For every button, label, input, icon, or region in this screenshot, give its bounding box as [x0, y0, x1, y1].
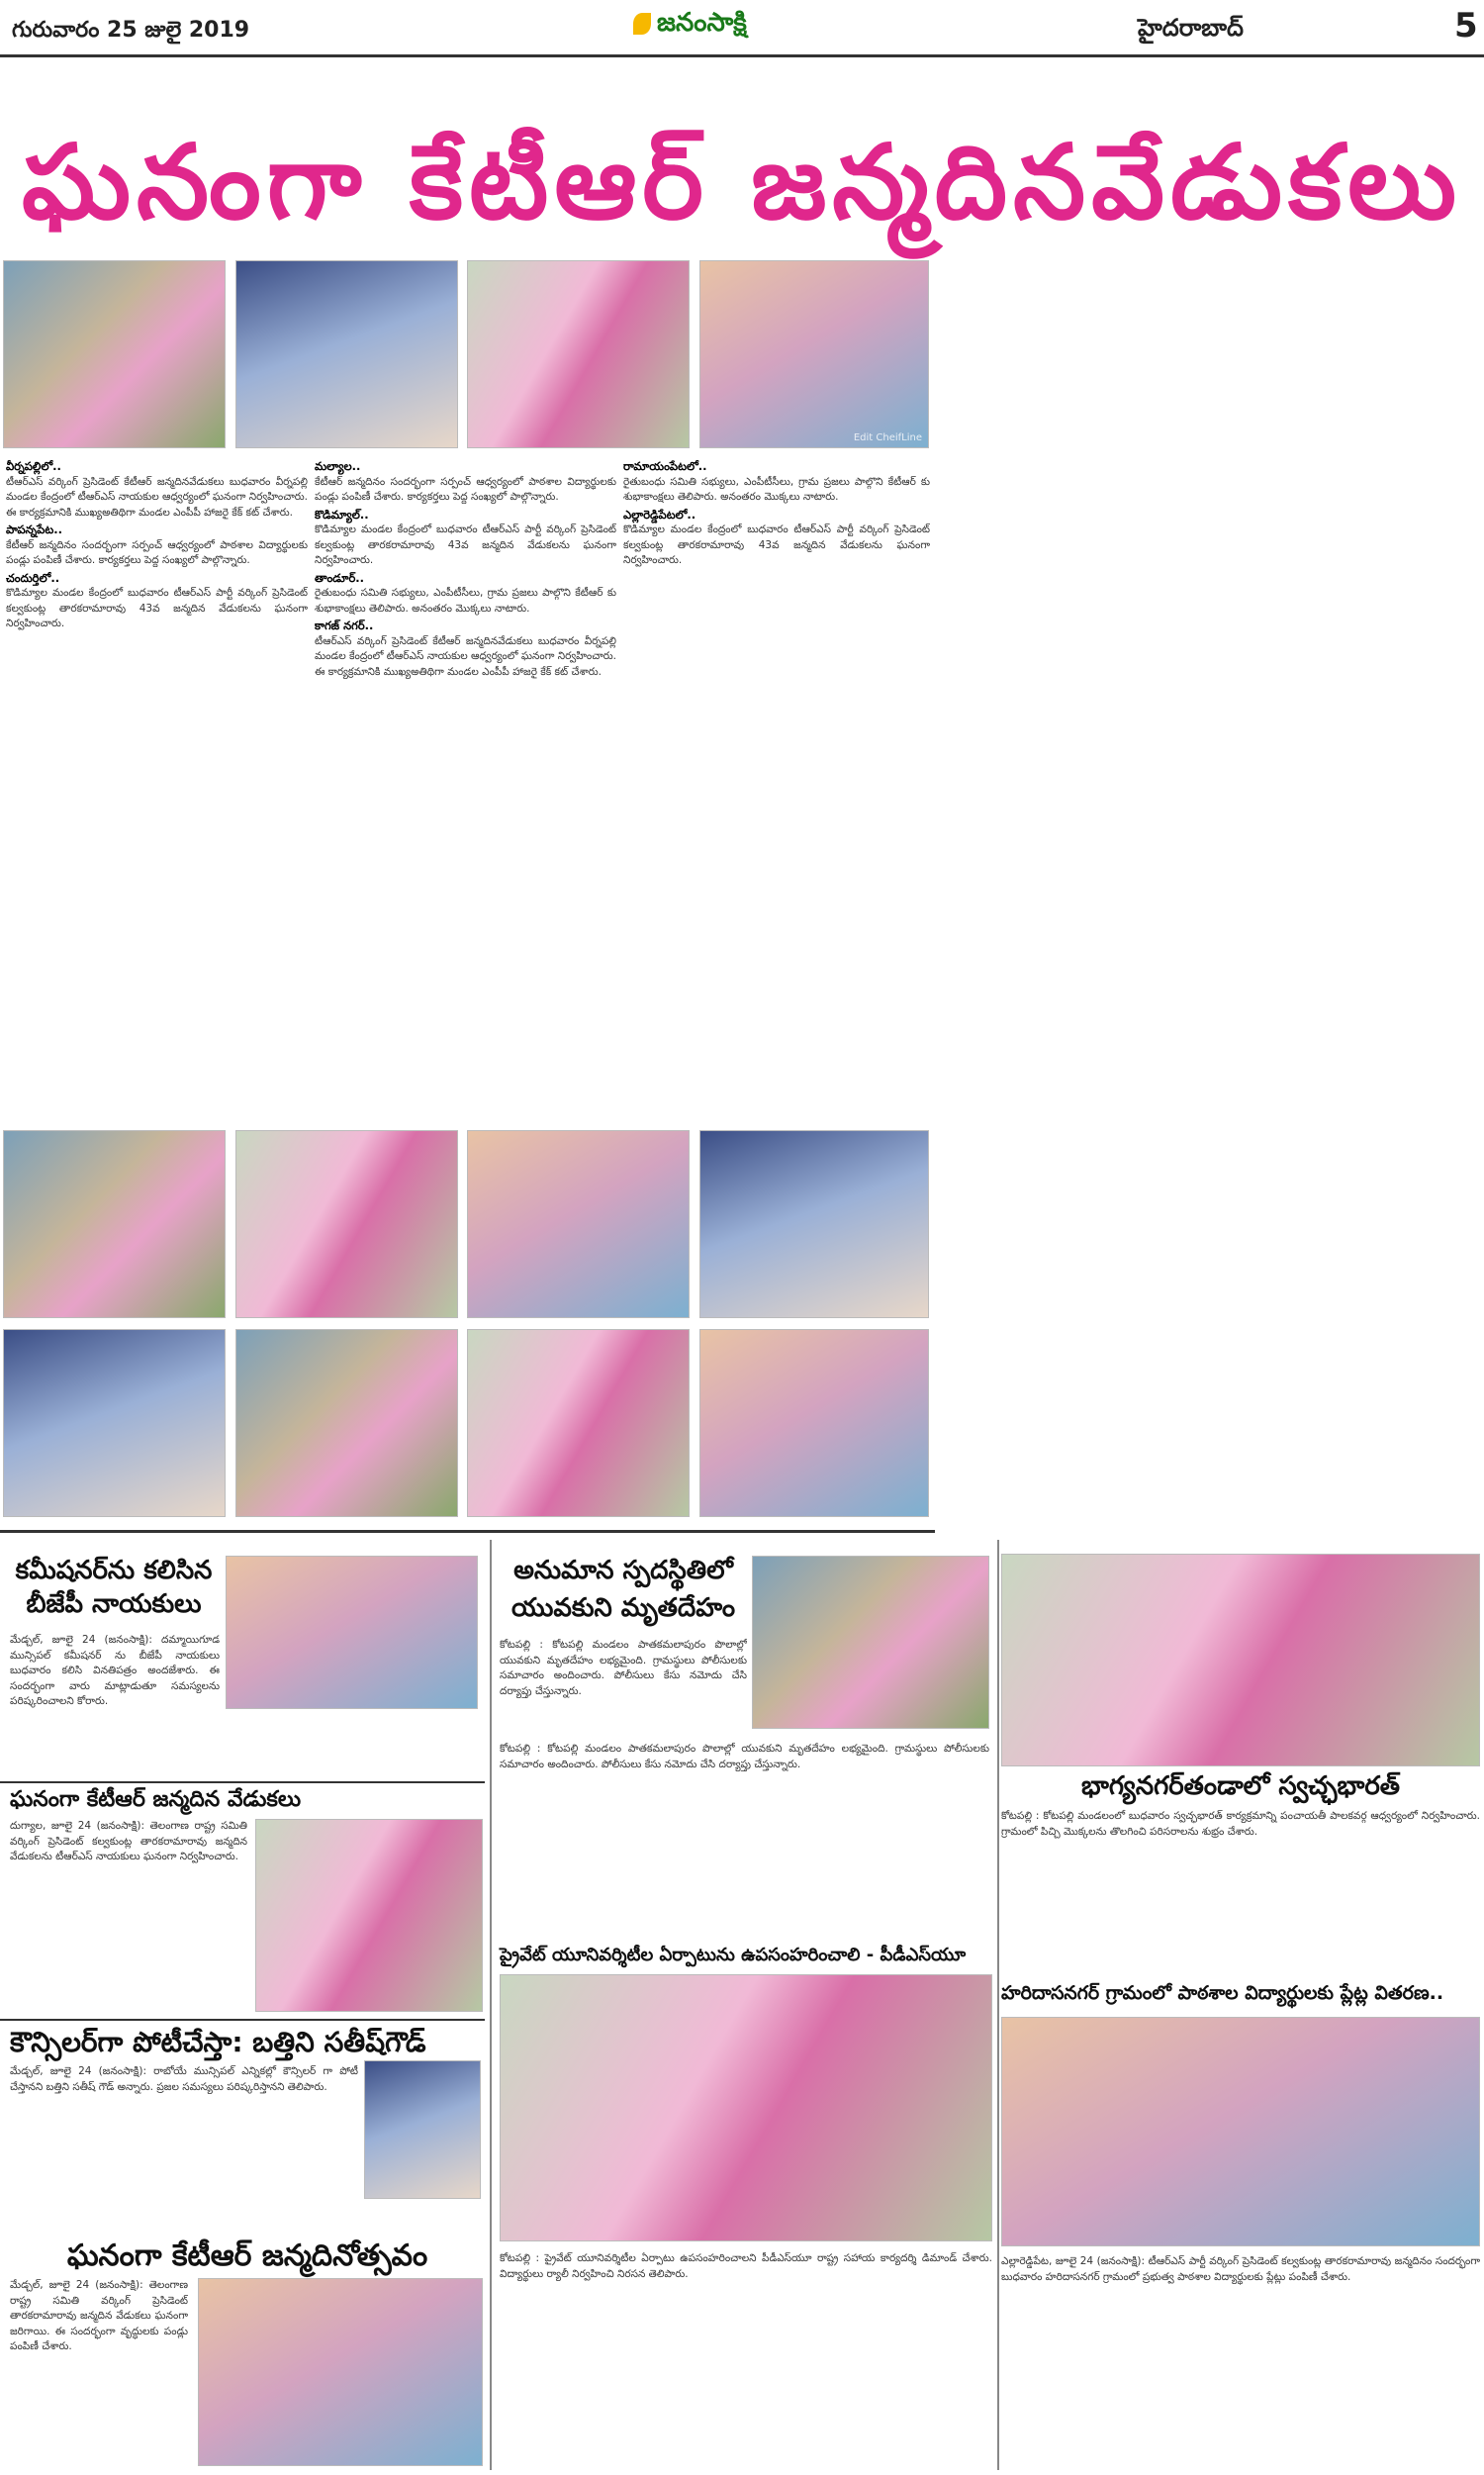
article-text: టీఆర్ఎస్ వర్కింగ్ ప్రెసిడెంట్ కేటీఆర్ జన్మదినవేడుకలు బుధవారం వీర్నపల్లి మండల కేంద్రంలో టీఆర్ఎస్ నాయకుల ఆధ్వర్యంలో ఘనంగా నిర్వహించారు. ఈ కార్యక్రమానికి ముఖ్యఅతిథిగా మండల ఎంపీపీ హాజరై కేక్ కట్ చేశారు.	[315, 634, 616, 678]
article-subhead: మల్యాల..	[315, 459, 361, 473]
article-text: కొడిమ్యాల మండల కేంద్రంలో బుధవారం టీఆర్ఎస్ పార్టీ వర్కింగ్ ప్రెసిడెంట్ కల్వకుంట్ల తారకరామారావు 43వ జన్మదిన వేడుకలను ఘనంగా నిర్వహించారు.	[623, 524, 930, 566]
story-text: మేడ్చల్, జూలై 24 (జనంసాక్షి): తెలంగాణ రాష్ట్ర సమితి వర్కింగ్ ప్రెసిడెంట్ తారకరామారావు జన్మదిన వేడుకలు ఘనంగా జరిగాయి. ఈ సందర్భంగా వృద్ధులకు పండ్లు పంపిణీ చేశారు.	[10, 2279, 188, 2352]
article-subhead: వీర్నపల్లిలో..	[6, 459, 61, 473]
page-headline: ఘనంగా కేటీఆర్ జన్మదినవేడుకలు	[21, 122, 1462, 242]
page-number: 5	[1454, 6, 1478, 46]
photo-5	[3, 1130, 226, 1318]
story-title: ఘనంగా కేటీఆర్ జన్మదినోత్సవం	[66, 2238, 428, 2273]
leaf-icon	[633, 13, 651, 35]
article-subhead: రామాయంపేటలో..	[623, 459, 707, 473]
photo-jayanthi	[198, 2278, 483, 2466]
logo-text: జనంసాక్షి	[657, 8, 747, 38]
article-column-3	[623, 457, 930, 1063]
article-column-2	[315, 457, 616, 1063]
story-text: కోటపల్లి : కోటపల్లి మండలంలో బుధవారం స్వచ్ఛభారత్ కార్యక్రమాన్ని పంచాయతీ పాలకవర్గ ఆధ్వర్యంలో నిర్వహించారు. గ్రామంలో పిచ్చి మొక్కలను తొలగించి పరిసరాలను శుభ్రం చేశారు.	[1001, 1810, 1480, 1838]
article-subhead: పాపన్నపేట..	[6, 523, 62, 536]
photo-6	[235, 1130, 458, 1318]
article-text: కొడిమ్యాల మండల కేంద్రంలో బుధవారం టీఆర్ఎస్ పార్టీ వర్కింగ్ ప్రెసిడెంట్ కల్వకుంట్ల తారకరామారావు 43వ జన్మదిన వేడుకలను ఘనంగా నిర్వహించారు.	[6, 587, 308, 629]
newspaper-logo	[633, 8, 747, 44]
photo-celebration	[255, 1819, 483, 2012]
photo-4	[699, 260, 929, 448]
photo-1	[3, 260, 226, 448]
story-title: హరిదాసనగర్ గ్రామంలో పాఠశాల విద్యార్థులకు ప్లేట్ల వితరణ..	[1001, 1982, 1444, 2004]
issue-date: గురువారం 25 జులై 2019	[12, 18, 250, 43]
photo-candidate	[364, 2060, 481, 2199]
photo-plates	[1001, 2017, 1480, 2246]
story-title: భాగ్యనగర్‌తండాలో స్వచ్ఛభారత్	[1081, 1771, 1400, 1801]
story-title: కౌన్సిలర్‌గా పోటీచేస్తా: బత్తిని సతీష్‌గౌడ్	[10, 2026, 426, 2058]
header-divider	[0, 54, 1484, 57]
article-column-1	[6, 457, 308, 1063]
story-divider	[0, 2019, 485, 2021]
photo-9	[3, 1329, 226, 1517]
photo-11	[467, 1329, 690, 1517]
article-subhead: కొడిమ్యాల్..	[315, 507, 369, 522]
photo-7	[467, 1130, 690, 1318]
story-text: కోటపల్లి : ప్రైవేట్ యూనివర్శిటీల ఏర్పాటు ఉపసంహరించాలని పీడీఎస్‌యూ రాష్ట్ర సహాయ కార్యదర్శి డిమాండ్ చేశారు. విద్యార్థులు ర్యాలీ నిర్వహించి నిరసన తెలిపారు.	[500, 2252, 992, 2280]
photo-10	[235, 1329, 458, 1517]
article-text: కొడిమ్యాల మండల కేంద్రంలో బుధవారం టీఆర్ఎస్ పార్టీ వర్కింగ్ ప్రెసిడెంట్ కల్వకుంట్ల తారకరామారావు 43వ జన్మదిన వేడుకలను ఘనంగా నిర్వహించారు.	[315, 524, 616, 566]
story-text: మేడ్చల్, జూలై 24 (జనంసాక్షి): దమ్మాయిగూడ మున్సిపల్ కమీషనర్ ను బీజేపీ నాయకులు బుధవారం కలిసి వినతిపత్రం అందజేశారు. ఈ సందర్భంగా వారు మాట్లాడుతూ సమస్యలను పరిష్కరించాలని కోరారు.	[10, 1634, 220, 1707]
story-text: మేడ్చల్, జూలై 24 (జనంసాక్షి): రాబోయే మున్సిపల్ ఎన్నికల్లో కౌన్సిలర్ గా పోటీ చేస్తానని బత్తిని సతీష్ గౌడ్ అన్నారు. ప్రజల సమస్యలు పరిష్కరిస్తానని తెలిపారు.	[10, 2065, 358, 2093]
article-subhead: చందుర్తిలో..	[6, 570, 60, 585]
column-divider	[997, 1540, 999, 2470]
article-text: కేటీఆర్ జన్మదినం సందర్భంగా సర్పంచ్ ఆధ్వర్యంలో పాఠశాల విద్యార్థులకు పండ్లు పంపిణీ చేశారు. కార్యకర్తలు పెద్ద సంఖ్యలో పాల్గొన్నారు.	[315, 475, 616, 503]
story-text: ఎల్లారెడ్డిపేట, జూలై 24 (జనంసాక్షి): టీఆర్ఎస్ పార్టీ వర్కింగ్ ప్రెసిడెంట్ కల్వకుంట్ల తారకరామారావు జన్మదినం సందర్భంగా బుధవారం హరిదాసనగర్ గ్రామంలో ప్రభుత్వ పాఠశాల విద్యార్థులకు ప్లేట్లు పంపిణీ చేశారు.	[1001, 2255, 1480, 2283]
photo-2	[235, 260, 458, 448]
photo-swachh	[1001, 1554, 1480, 1766]
article-text: రైతుబంధు సమితి సభ్యులు, ఎంపీటీసీలు, గ్రామ ప్రజలు పాల్గొని కేటీఆర్ కు శుభాకాంక్షలు తెలిపారు. అనంతరం మొక్కలు నాటారు.	[315, 587, 616, 615]
photo-protest	[500, 1974, 992, 2241]
story-title: కమీషనర్‌ను కలిసిన బీజేపీ నాయకులు	[15, 1556, 213, 1619]
photo-commissioner	[226, 1556, 478, 1709]
column-divider	[490, 1540, 492, 2470]
story-title: ప్రైవేట్ యూనివర్శిటీల ఏర్పాటును ఉపసంహరించాలి - పీడీఎస్‌యూ	[500, 1945, 967, 1965]
story-title: ఘనంగా కేటీఆర్ జన్మదిన వేడుకలు	[10, 1787, 302, 1812]
photo-12	[699, 1329, 929, 1517]
photo-credit: Edit CheifLine	[853, 432, 922, 443]
article-subhead: తాండూర్..	[315, 570, 365, 585]
story-text-continued: కోటపల్లి : కోటపల్లి మండలం పాతకమలాపురం పొలాల్లో యువకుని మృతదేహం లభ్యమైంది. గ్రామస్థులు పోలీసులకు సమాచారం అందించారు. పోలీసులు కేసు నమోదు చేసి దర్యాప్తు చేస్తున్నారు.	[500, 1743, 989, 1770]
photo-3	[467, 260, 690, 448]
story-text: కోటపల్లి : కోటపల్లి మండలం పాతకమలాపురం పొలాల్లో యువకుని మృతదేహం లభ్యమైంది. గ్రామస్థులు పోలీసులకు సమాచారం అందించారు. పోలీసులు కేసు నమోదు చేసి దర్యాప్తు చేస్తున్నారు.	[500, 1639, 747, 1697]
section-divider	[0, 1530, 935, 1533]
article-text: కేటీఆర్ జన్మదినం సందర్భంగా సర్పంచ్ ఆధ్వర్యంలో పాఠశాల విద్యార్థులకు పండ్లు పంపిణీ చేశారు. కార్యకర్తలు పెద్ద సంఖ్యలో పాల్గొన్నారు.	[6, 538, 308, 566]
article-subhead: ఎల్లారెడ్డిపేటలో..	[623, 507, 696, 522]
article-subhead: కాగజ్ నగర్..	[315, 619, 374, 632]
story-divider	[0, 1781, 485, 1783]
edition-city: హైదరాబాద్	[1138, 14, 1244, 42]
photo-body	[752, 1556, 989, 1729]
article-text: రైతుబంధు సమితి సభ్యులు, ఎంపీటీసీలు, గ్రామ ప్రజలు పాల్గొని కేటీఆర్ కు శుభాకాంక్షలు తెలిపారు. అనంతరం మొక్కలు నాటారు.	[623, 475, 930, 503]
story-title: అనుమాన స్పదస్థితిలో యువకుని మృతదేహం	[510, 1556, 736, 1623]
masthead	[0, 0, 1484, 129]
article-text: టీఆర్ఎస్ వర్కింగ్ ప్రెసిడెంట్ కేటీఆర్ జన్మదినవేడుకలు బుధవారం వీర్నపల్లి మండల కేంద్రంలో టీఆర్ఎస్ నాయకుల ఆధ్వర్యంలో ఘనంగా నిర్వహించారు. ఈ కార్యక్రమానికి ముఖ్యఅతిథిగా మండల ఎంపీపీ హాజరై కేక్ కట్ చేశారు.	[6, 475, 308, 519]
photo-8	[699, 1130, 929, 1318]
story-text: దుగ్యాల, జూలై 24 (జనంసాక్షి): తెలంగాణ రాష్ట్ర సమితి వర్కింగ్ ప్రెసిడెంట్ కల్వకుంట్ల తారకరామారావు జన్మదిన వేడుకలను టీఆర్ఎస్ నాయకులు ఘనంగా నిర్వహించారు.	[10, 1820, 247, 1862]
